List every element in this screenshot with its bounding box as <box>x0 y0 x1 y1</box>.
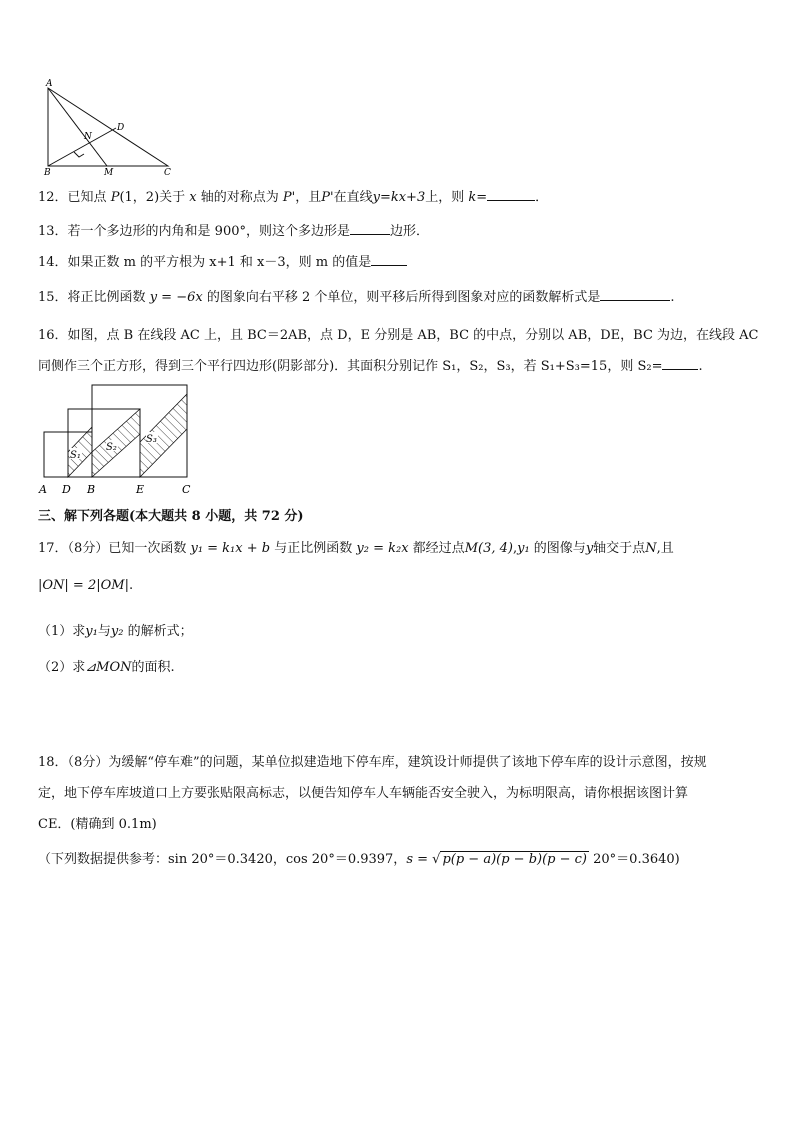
label-C: C <box>164 168 171 178</box>
label-B: B <box>87 483 96 496</box>
section-title: 三、解下列各题(本大题共 8 小题，共 72 分) <box>38 509 304 524</box>
question-17: 17．（8分）已知一次函数 y₁ = k₁x + b 与正比例函数 y₂ = k₂x 都经过点M(3, 4),y₁ 的图像与y轴交于点N,且 <box>38 541 674 556</box>
question-13: 13．若一个多边形的内角和是 900°，则这个多边形是 边形． <box>38 224 430 239</box>
answer-blank-12[interactable] <box>487 188 535 201</box>
label-D: D <box>62 483 71 496</box>
question-14: 14．如果正数 m 的平方根为 x+1 和 x－3，则 m 的值是 <box>38 251 407 270</box>
label-A: A <box>46 79 53 89</box>
label-E: E <box>136 483 145 496</box>
label-A: A <box>39 483 47 496</box>
question-12: 12．已知点 P(1，2)关于 x 轴的对称点为 P'，且P'在直线y=kx+3上，则 k= ． <box>38 190 549 205</box>
label-S3: S₃ <box>146 434 157 445</box>
label-N: N <box>84 132 92 142</box>
label-B: B <box>44 168 51 178</box>
question-17-condition: |ON| = 2|OM|. <box>38 578 134 593</box>
label-C: C <box>182 483 191 496</box>
answer-blank-15[interactable] <box>600 288 670 301</box>
question-18-line3: CE．(精确到 0.1m) <box>38 817 157 832</box>
triangle-figure <box>40 78 180 178</box>
label-M: M <box>104 168 114 178</box>
answer-blank-16[interactable] <box>662 357 698 370</box>
question-18-reference: （下列数据提供参考：sin 20°＝0.3420，cos 20°＝0.9397，s = √ p(p − a)(p − b)(p − c) 20°＝0.3640) <box>38 852 680 867</box>
question-18-line1: 18．（8分）为缓解“停车难”的问题，某单位拟建造地下停车库，建筑设计师提供了该地下停车库的设计示意图，按规 <box>38 755 707 770</box>
squares-figure <box>36 382 198 498</box>
question-16-line1: 16．如图，点 B 在线段 AC 上，且 BC＝2AB，点 D，E 分别是 AB，BC 的中点，分别以 AB，DE，BC 为边，在线段 AC <box>38 328 759 343</box>
answer-blank-14[interactable] <box>371 253 407 266</box>
label-S1: S₁ <box>70 450 81 461</box>
label-S2: S₂ <box>106 442 117 453</box>
sqrt-sign: √ <box>432 852 441 867</box>
question-18-line2: 定，地下停车库坡道口上方要张贴限高标志，以便告知停车人车辆能否安全驶入，为标明限高，请你根据该图计算 <box>38 786 689 801</box>
answer-blank-13[interactable] <box>350 222 390 235</box>
question-15: 15．将正比例函数 y = −6x 的图象向右平移 2 个单位，则平移后所得到图象对应的函数解析式是 . <box>38 290 675 305</box>
label-D: D <box>117 123 125 133</box>
question-16-line2: 同侧作三个正方形，得到三个平行四边形(阴影部分)．其面积分别记作 S₁，S₂，S₃，若 S₁+S₃=15，则 S₂= . <box>38 359 703 374</box>
question-17-part1: （1）求y₁与y₂ 的解析式； <box>38 624 193 639</box>
question-17-part2: （2）求⊿MON的面积. <box>38 660 175 675</box>
